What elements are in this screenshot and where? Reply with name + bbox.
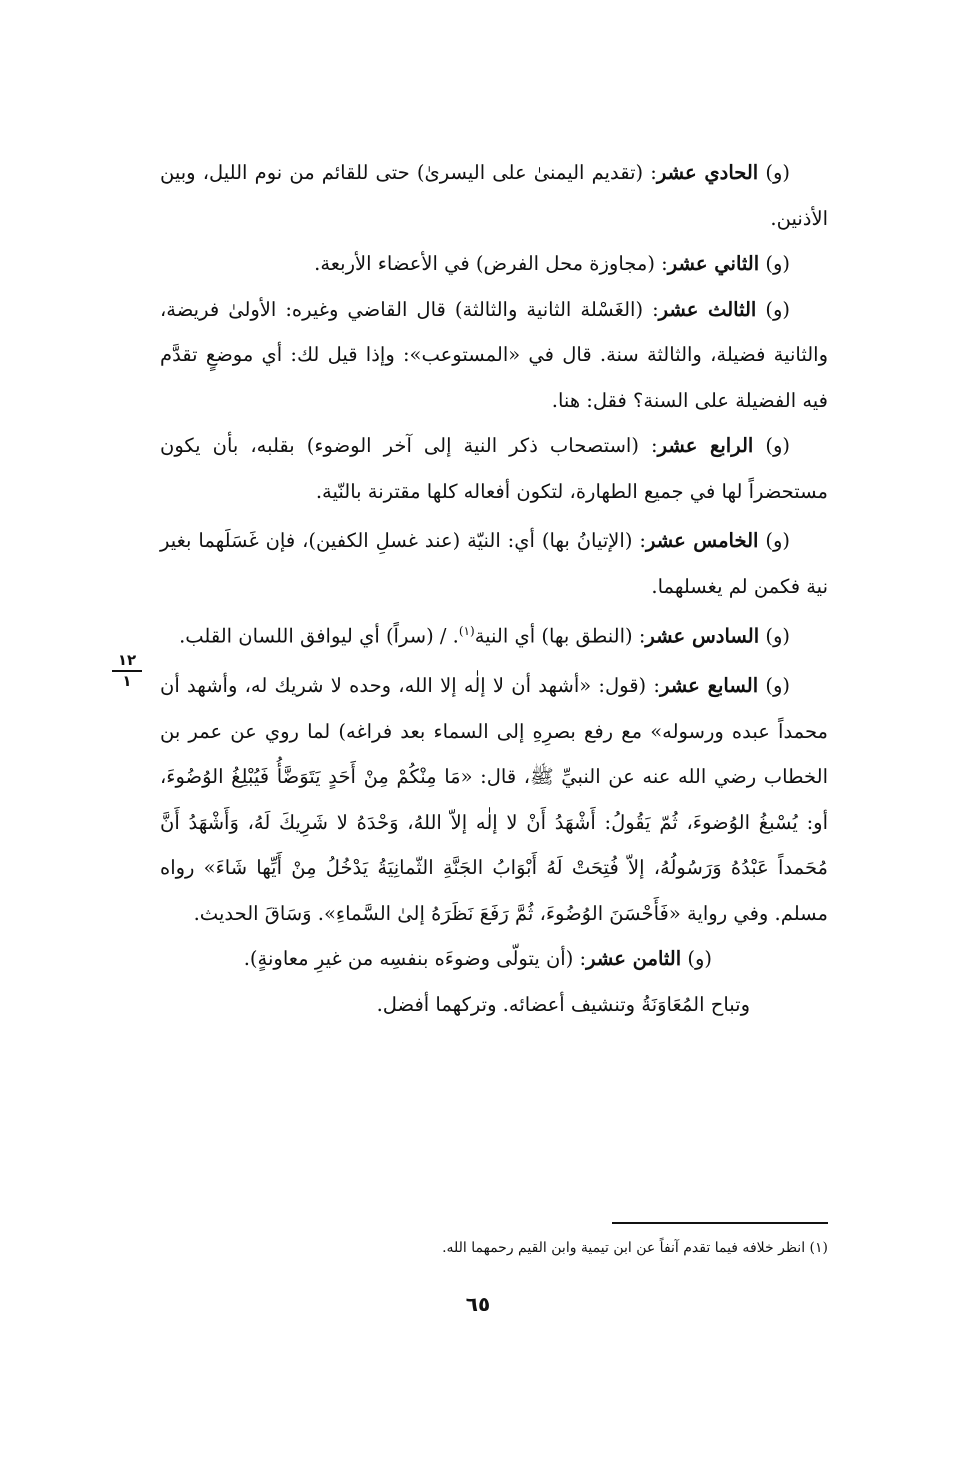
- paragraph-13: [160, 287, 828, 424]
- paragraph-17: [160, 663, 828, 936]
- paragraph-text: : (الإتيانُ بها) أي: النيّة (عند غسلِ الكفين)، فإن غَسَلَهما بغير نية فكمن لم يغسلهما.: [160, 529, 828, 598]
- paragraph-lead: (و): [759, 252, 790, 275]
- paragraph-text: : (مجاوزة محل الفرض) في الأعضاء الأربعة.: [314, 252, 668, 275]
- paragraph-text: : (النطق بها) أي النية: [474, 624, 646, 648]
- paragraph-heading: السابع عشر: [659, 674, 759, 697]
- folio-number: ١٢: [112, 652, 142, 672]
- footnote-divider: [612, 1222, 828, 1224]
- paragraph-lead: (و): [759, 624, 790, 648]
- closing-line: وتباح المُعَاوَنَةُ وتنشيف أعضائه. وتركهما أفضل.: [376, 992, 750, 1016]
- footnote: (١) انظر خلافه فيما تقدم آنفاً عن ابن تيمية وابن القيم رحمهما الله.: [442, 1240, 828, 1256]
- folio-side: ١: [122, 672, 132, 690]
- main-text: [160, 150, 828, 1027]
- paragraph-lead: (و): [758, 161, 790, 184]
- paragraph-12: [160, 241, 828, 287]
- paragraph-text: : (الغَسْلة الثانية والثالثة) قال القاضي وغيره: الأولىٰ فريضة، والثانية فضيلة، والثالثة سنة. قال في «المستوعب»: وإذا قيل لك: أي موضعٍ تقدَّم فيه الفضيلة على السنة؟ فقل: هنا.: [160, 297, 828, 412]
- paragraph-heading: الثامن عشر: [586, 947, 682, 970]
- paragraph-lead: (و): [753, 434, 790, 457]
- paragraph-lead: (و): [681, 947, 712, 970]
- paragraph-heading: الخامس عشر: [645, 529, 759, 552]
- paragraph-18: [160, 936, 828, 982]
- paragraph-lead: (و): [758, 529, 790, 552]
- paragraph-text: : (أن يتولّى وضوءَه بنفسِه من غيرِ معاونةٍ).: [243, 947, 587, 970]
- paragraph-text: : (قول: «أشهد أن لا إلٰه إلا الله، وحده لا شريك له، وأشهد أن محمداً عبده ورسوله» مع رفع بصرِهِ إلى السماء بعد فراغه) لما روي عن عمر بن الخطاب رضي الله عنه عن النبيِّ ﷺ، قال: «مَا مِنْكُمْ مِنْ أَحَدٍ يَتَوَضَّأُ فَيُبْلِغُ الوُضُوءَ، أو: يُسْبغُ الوُضوءَ، ثُمّ يَقُولُ: أَشْهَدُ أَنْ لا إلٰه إلاّ اللهُ، وَحْدَهُ لا شَرِيكَ لَهُ، وَأَشْهَدُ أَنَّ مُحَمداً عَبْدُهُ وَرَسُولُهُ، إلاّ فُتِحَتْ لَهُ أَبْوَابُ الجَنَّةِ الثّمانِيَةُ يَدْخُلُ مِنْ أَيِّها شَاءَ» رواه مسلم. وفي رواية «فَأَحْسَنَ الوُضُوءَ، ثُمَّ رَفَعَ نَظَرَهُ إلىٰ السَّماءِ». وَسَاقَ الحديث.: [160, 674, 828, 925]
- manuscript-folio-marker: [112, 652, 142, 689]
- paragraph-text: : (استصحاب ذكر النية إلى آخر الوضوء) بقلبه، بأن يكون مستحضراً لها في جميع الطهارة، لتكون أفعاله كلها مقترنة بالنّية.: [160, 434, 828, 503]
- paragraph-heading: السادس عشر: [645, 624, 760, 648]
- paragraph-text: : (تقديم اليمنىٰ على اليسرىٰ) حتى للقائم من نوم الليل، وبين الأذنين.: [160, 161, 828, 230]
- paragraph-heading: الرابع عشر: [657, 434, 754, 457]
- paragraph-16: [160, 609, 828, 659]
- paragraph-heading: الثاني عشر: [667, 252, 760, 275]
- paragraph-lead: (و): [756, 297, 790, 321]
- paragraph-heading: الحادي عشر: [656, 161, 759, 184]
- paragraph-text-continued: . / (سراً) أي ليوافق اللسان القلب.: [179, 624, 459, 648]
- paragraph-15: [160, 518, 828, 609]
- paragraph-heading: الثالث عشر: [658, 297, 757, 321]
- paragraph-lead: (و): [758, 674, 790, 697]
- page-number: ٦٥: [465, 1292, 491, 1316]
- paragraph-11: [160, 150, 828, 241]
- paragraph-14: [160, 423, 828, 514]
- footnote-marker[interactable]: (١): [458, 624, 475, 638]
